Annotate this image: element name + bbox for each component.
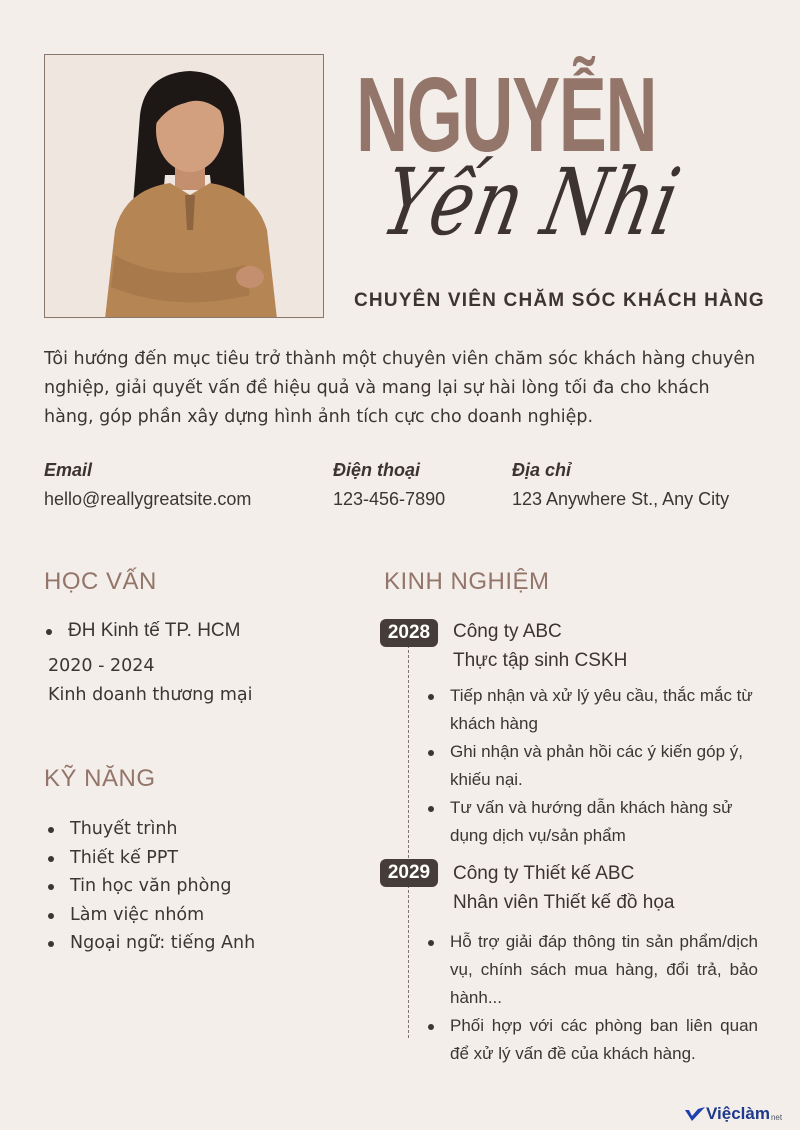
job-position: Nhân viên Thiết kế đồ họa [453, 892, 675, 913]
portrait-image [45, 55, 324, 318]
job-year-badge: 2028 [380, 619, 438, 647]
phone-label: Điện thoại [333, 460, 421, 480]
address-label: Địa chỉ [512, 460, 572, 480]
address-value: 123 Anywhere St., Any City [512, 489, 730, 509]
timeline-divider [408, 640, 409, 1038]
job-bullet: Tiếp nhận và xử lý yêu cầu, thắc mắc từ khách hàng [426, 682, 761, 738]
education-major: Kinh doanh thương mại [48, 685, 253, 705]
contact-email [44, 460, 251, 510]
skills-list [46, 815, 255, 958]
job-position: Thực tập sinh CSKH [453, 650, 628, 671]
job-company: Công ty ABC [453, 621, 562, 642]
skill-item: Tin học văn phòng [46, 872, 255, 901]
job-year-badge: 2029 [380, 859, 438, 887]
job-bullet: Hỗ trợ giải đáp thông tin sản phẩm/dịch vụ, chính sách mua hàng, đổi trả, bảo hành... [426, 928, 758, 1012]
education-title: HỌC VẤN [44, 568, 157, 595]
skill-item: Ngoại ngữ: tiếng Anh [46, 929, 255, 958]
job-bullet: Ghi nhận và phản hồi các ý kiến góp ý, khiếu nại. [426, 738, 761, 794]
education-years: 2020 - 2024 [48, 656, 155, 676]
job-bullet: Phối hợp với các phòng ban liên quan để xử lý vấn đề của khách hàng. [426, 1012, 758, 1068]
education-school: ĐH Kinh tế TP. HCM [44, 620, 240, 642]
job-bullet: Tư vấn và hướng dẫn khách hàng sử dụng dịch vụ/sản phẩm [426, 794, 761, 850]
brand-suffix: net [770, 1112, 783, 1122]
skill-item: Thuyết trình [46, 815, 255, 844]
skill-item: Làm việc nhóm [46, 901, 255, 930]
skill-item: Thiết kế PPT [46, 844, 255, 873]
job-bullets [426, 928, 758, 1068]
job-role: CHUYÊN VIÊN CHĂM SÓC KHÁCH HÀNG [354, 290, 765, 311]
contact-address [512, 460, 729, 510]
email-label: Email [44, 460, 93, 480]
phone-value: 123-456-7890 [333, 489, 446, 509]
first-name: Yến Nhi [373, 149, 689, 256]
contact-phone [333, 460, 445, 510]
brand-watermark [684, 1104, 782, 1124]
summary-text: Tôi hướng đến mục tiêu trở thành một chuyên viên chăm sóc khách hàng chuyên nghiệp, giải quyết vấn đề hiệu quả và mang lại sự hài lòng tối đa cho khách hàng, góp phần xây dựng hình ảnh tích cực cho doanh nghiệp. [44, 349, 756, 427]
last-name: NGUYỄN [356, 56, 657, 174]
profile-photo [44, 54, 324, 318]
job-bullets [426, 682, 761, 850]
email-value: hello@reallygreatsite.com [44, 489, 252, 509]
experience-title: KINH NGHIỆM [384, 568, 550, 595]
brand-check-icon [684, 1106, 706, 1122]
skills-title: KỸ NĂNG [44, 765, 156, 792]
brand-name: Việclàm [706, 1104, 770, 1123]
job-company: Công ty Thiết kế ABC [453, 863, 635, 884]
